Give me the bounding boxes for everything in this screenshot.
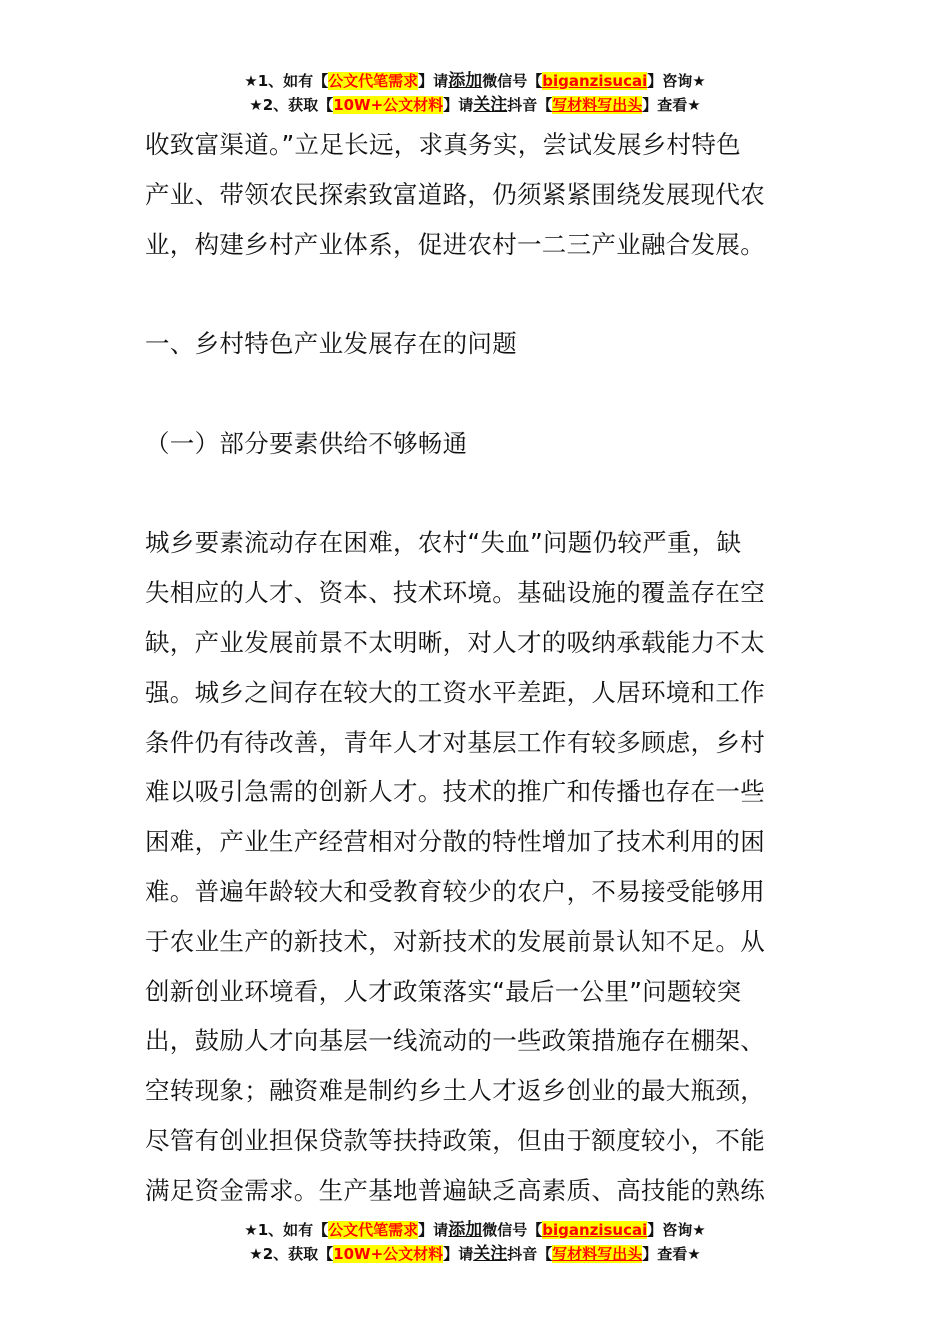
text: 2、获取【 [262,96,334,114]
text: 1、如有【 [257,1221,329,1239]
footer-banner [0,1218,950,1266]
banner-line-2 [0,1242,950,1266]
highlight-materials: 10W+公文材料 [333,96,444,114]
star-icon: ★ [249,1245,263,1263]
highlight-materials: 10W+公文材料 [333,1245,444,1263]
text: 】请 [418,1221,449,1239]
text-add: 添加 [448,1220,483,1240]
highlight-service: 公文代笔需求 [328,1221,419,1239]
body-line: 业，构建乡村产业体系，促进农村一二三产业融合发展。 [145,229,765,259]
body-line: 失相应的人才、资本、技术环境。基础设施的覆盖存在空 [145,578,765,608]
body-line: 于农业生产的新技术，对新技术的发展前景认知不足。从 [145,926,765,956]
text-follow: 关注 [473,1244,508,1264]
header-banner [0,69,950,117]
highlight-service: 公文代笔需求 [328,72,419,90]
star-icon: ★ [687,1245,701,1263]
star-icon: ★ [687,96,701,114]
body-line: 满足资金需求。生产基地普遍缺乏高素质、高技能的熟练 [145,1175,765,1205]
body-line: 创新创业环境看，人才政策落实“最后一公里”问题较突 [145,976,742,1006]
star-icon: ★ [244,1221,258,1239]
text-follow: 关注 [473,95,508,115]
text: 2、获取【 [262,1245,334,1263]
star-icon: ★ [692,72,706,90]
text: 1、如有【 [257,72,329,90]
text-add: 添加 [448,71,483,91]
banner-line-1 [0,1218,950,1242]
body-line: 收致富渠道。”立足长远，求真务实，尝试发展乡村特色 [145,130,741,159]
body-line: 空转现象；融资难是制约乡土人才返乡创业的最大瓶颈， [145,1076,765,1106]
banner-line-2 [0,93,950,117]
subsection-heading: （一）部分要素供给不够畅通 [145,428,468,458]
body-line: 难以吸引急需的创新人才。技术的推广和传播也存在一些 [145,777,765,807]
body-line: 困难，产业生产经营相对分散的特性增加了技术利用的困 [145,827,765,857]
body-line: 缺，产业发展前景不太明晰，对人才的吸纳承载能力不太 [145,627,765,657]
douyin-id: 写材料写出头 [552,96,643,114]
star-icon: ★ [249,96,263,114]
body-line: 条件仍有待改善，青年人才对基层工作有较多顾虑，乡村 [145,727,765,757]
text: 】请 [418,72,449,90]
douyin-id: 写材料写出头 [552,1245,643,1263]
body-line: 产业、带领农民探索致富道路，仍须紧紧围绕发展现代农 [145,179,765,209]
document-body [145,120,815,1216]
star-icon: ★ [692,1221,706,1239]
text: 】咨询 [647,72,693,90]
text: 】查看 [642,96,688,114]
body-line: 强。城乡之间存在较大的工资水平差距，人居环境和工作 [145,677,765,707]
text: 】咨询 [647,1221,693,1239]
wechat-id: biganzisucai [542,1221,648,1239]
text: 】请 [443,1245,474,1263]
text: 】请 [443,96,474,114]
section-heading: 一、乡村特色产业发展存在的问题 [145,329,517,359]
body-line: 城乡要素流动存在困难，农村“失血”问题仍较严重，缺 [145,528,742,558]
text: 微信号【 [482,1221,543,1239]
text: 】查看 [642,1245,688,1263]
body-line: 出，鼓励人才向基层一线流动的一些政策措施存在棚架、 [145,1026,765,1056]
star-icon: ★ [244,72,258,90]
body-line: 尽管有创业担保贷款等扶持政策，但由于额度较小，不能 [145,1125,765,1155]
banner-line-1 [0,69,950,93]
wechat-id: biganzisucai [542,72,648,90]
text: 抖音【 [507,1245,553,1263]
body-line: 难。普遍年龄较大和受教育较少的农户，不易接受能够用 [145,876,765,906]
text: 抖音【 [507,96,553,114]
text: 微信号【 [482,72,543,90]
